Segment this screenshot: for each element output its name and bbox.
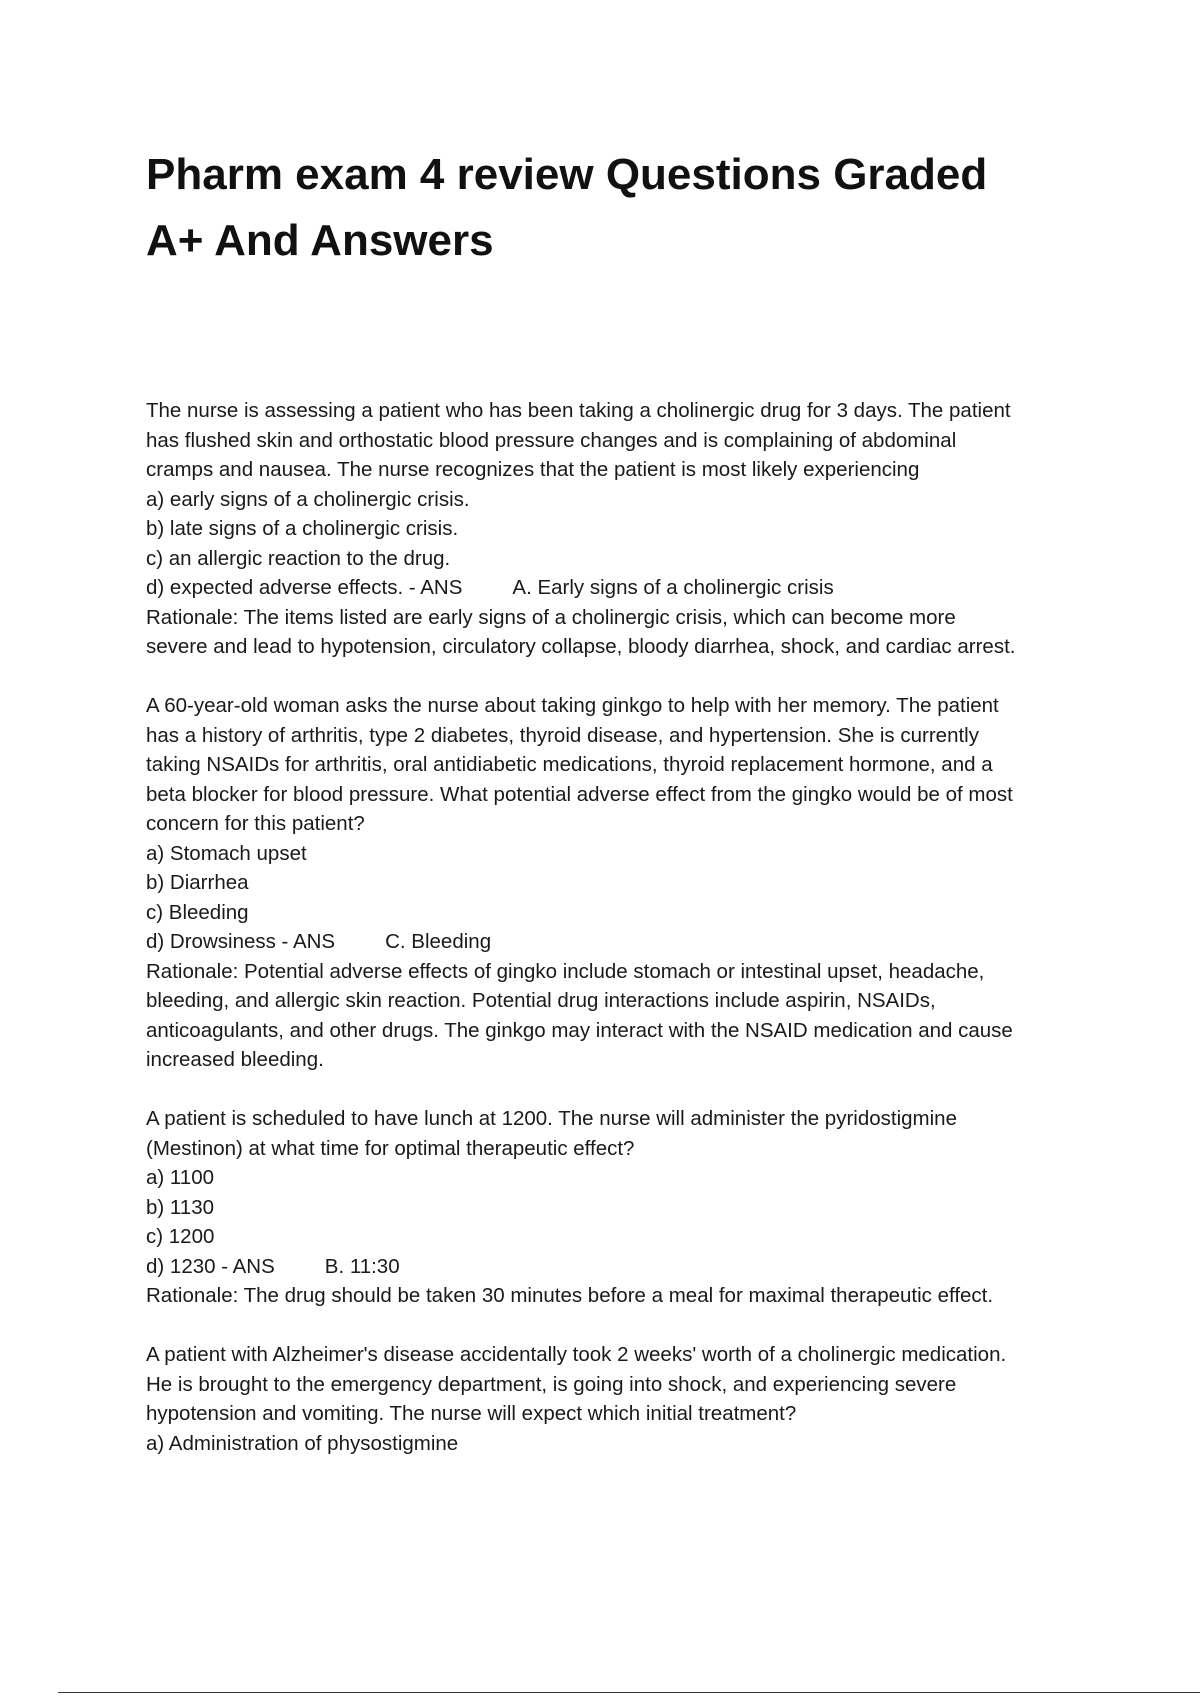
answer-option-last: d) 1230 - ANS <box>146 1254 275 1278</box>
answer-option: c) 1200 <box>146 1225 215 1248</box>
correct-answer: B. 11:30 <box>324 1254 400 1278</box>
page-title <box>146 142 1106 274</box>
answer-line <box>146 573 1106 603</box>
answer-option-last: d) expected adverse effects. - ANS <box>146 576 463 599</box>
title-line-2: A+ And Answers <box>146 216 494 265</box>
answer-option: c) Bleeding <box>146 900 249 924</box>
correct-answer: A. Early signs of a cholinergic crisis <box>512 576 834 599</box>
rationale-line: bleeding, and allergic skin reaction. Potential drug interactions include aspirin, NSAIDs, <box>146 989 936 1012</box>
question-stem-line: The nurse is assessing a patient who has been taking a cholinergic drug for 3 days. The patient <box>146 399 1011 422</box>
question-stem-line: has flushed skin and orthostatic blood pressure changes and is complaining of abdominal <box>146 428 957 452</box>
question-stem-line: taking NSAIDs for arthritis, oral antidiabetic medications, thyroid replacement hormone, and a <box>146 753 993 776</box>
question-stem-line: concern for this patient? <box>146 812 365 835</box>
rationale-line: severe and lead to hypotension, circulatory collapse, bloody diarrhea, shock, and cardiac arrest. <box>146 635 1016 658</box>
rationale-line: Rationale: The drug should be taken 30 minutes before a meal for maximal therapeutic effect. <box>146 1284 994 1307</box>
answer-option: b) 1130 <box>146 1195 215 1219</box>
question-stem-line: cramps and nausea. The nurse recognizes that the patient is most likely experiencing <box>146 458 920 481</box>
answer-line <box>146 927 1106 957</box>
rationale-line: Rationale: The items listed are early signs of a cholinergic crisis, which can become more <box>146 605 956 629</box>
answer-line <box>146 1252 1106 1282</box>
page-bottom-rule <box>58 1692 1200 1693</box>
title-line-1: Pharm exam 4 review Questions Graded <box>146 150 988 199</box>
answer-option: b) Diarrhea <box>146 871 249 894</box>
answer-option: a) early signs of a cholinergic crisis. <box>146 487 470 511</box>
question-stem-line: A patient with Alzheimer's disease accidentally took 2 weeks' worth of a cholinergic medication. <box>146 1343 1007 1366</box>
answer-option: a) 1100 <box>146 1166 215 1189</box>
answer-option: c) an allergic reaction to the drug. <box>146 546 451 570</box>
rationale-line: Rationale: Potential adverse effects of gingko include stomach or intestinal upset, headache, <box>146 959 985 983</box>
rationale-line: anticoagulants, and other drugs. The ginkgo may interact with the NSAID medication and cause <box>146 1018 1013 1042</box>
correct-answer: C. Bleeding <box>385 930 492 953</box>
question-list <box>146 396 1106 1488</box>
question-block-4 <box>146 1340 1106 1458</box>
answer-option: b) late signs of a cholinergic crisis. <box>146 517 459 540</box>
question-block-3 <box>146 1104 1106 1311</box>
question-stem-line: hypotension and vomiting. The nurse will expect which initial treatment? <box>146 1402 797 1425</box>
question-block-1 <box>146 396 1106 662</box>
question-stem-line: A patient is scheduled to have lunch at 1200. The nurse will administer the pyridostigmine <box>146 1107 957 1130</box>
answer-option: a) Administration of physostigmine <box>146 1431 459 1455</box>
question-stem-line: beta blocker for blood pressure. What potential adverse effect from the gingko would be of most <box>146 782 1013 806</box>
rationale-line: increased bleeding. <box>146 1048 324 1071</box>
question-block-2 <box>146 691 1106 1075</box>
answer-option: a) Stomach upset <box>146 841 307 865</box>
question-stem-line: (Mestinon) at what time for optimal therapeutic effect? <box>146 1136 635 1160</box>
question-stem-line: He is brought to the emergency department, is going into shock, and experiencing severe <box>146 1372 957 1396</box>
question-stem-line: has a history of arthritis, type 2 diabetes, thyroid disease, and hypertension. She is currently <box>146 723 979 747</box>
answer-option-last: d) Drowsiness - ANS <box>146 930 336 953</box>
question-stem-line: A 60-year-old woman asks the nurse about taking ginkgo to help with her memory. The patient <box>146 694 999 717</box>
